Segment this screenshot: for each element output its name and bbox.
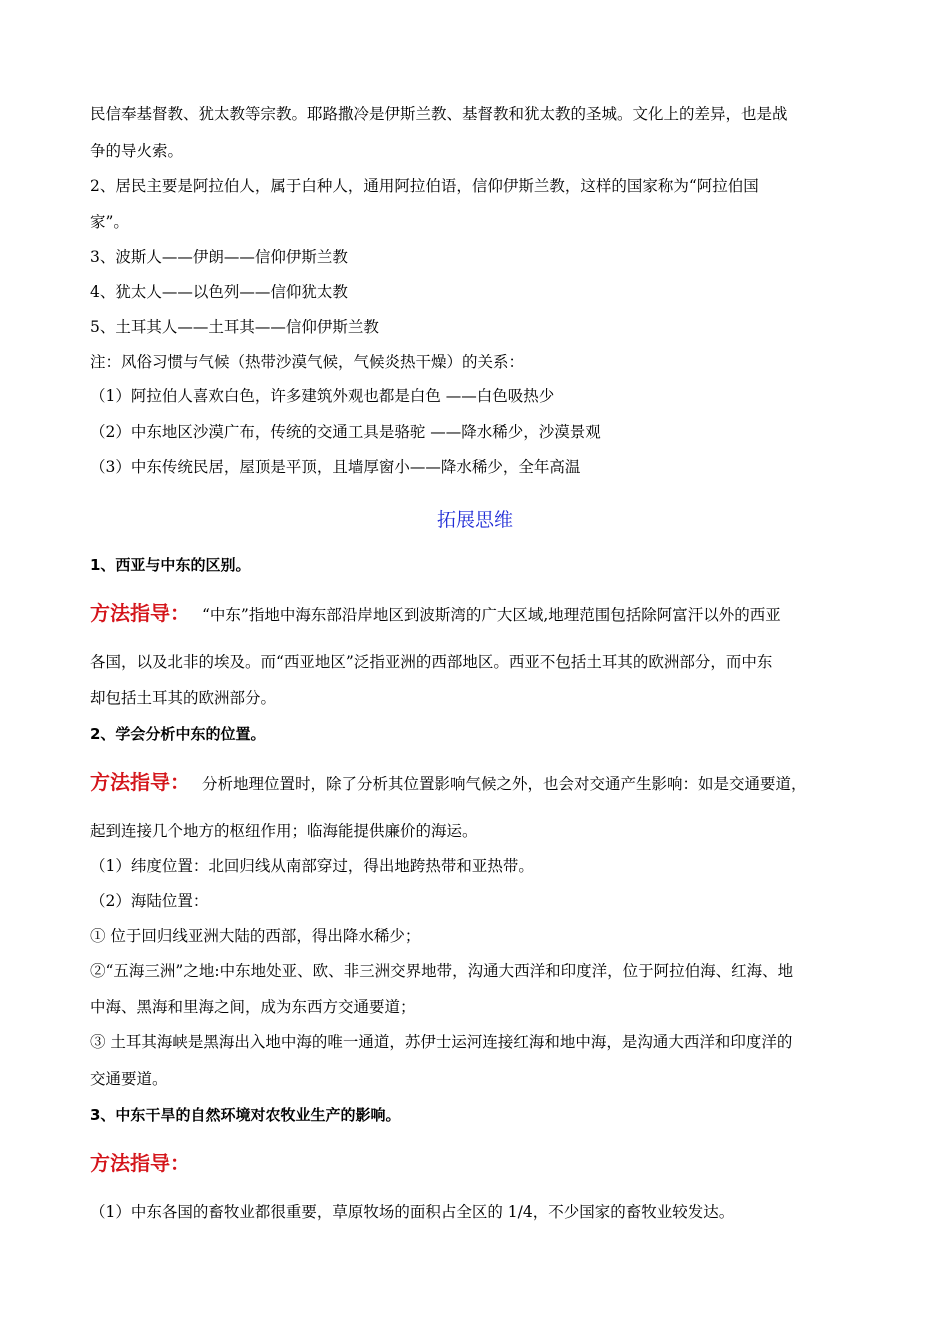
method-text: 分析地理位置时，除了分析其位置影响气候之外，也会对交通产生影响：如是交通要道， [202,775,807,793]
method-text: “中东”指地中海东部沿岸地区到波斯湾的广大区域,地理范围包括除阿富汗以外的西亚 [202,606,781,624]
text-line: ③ 土耳其海峡是黑海出入地中海的唯一通道，苏伊士运河连接红海和地中海，是沟通大西洋和印度洋的 [90,1033,793,1051]
text-line: 起到连接几个地方的枢纽作用；临海能提供廉价的海运。 [90,822,478,840]
method-label: 方法指导： [90,1151,190,1175]
text-line: 民信奉基督教、犹太教等宗教。耶路撒冷是伊斯兰教、基督教和犹太教的圣城。文化上的差异，也是战 [90,105,788,123]
question-title: 1、西亚与中东的区别。 [90,556,251,574]
method-label: 方法指导： [90,770,190,794]
text-line: 5、土耳其人——土耳其——信仰伊斯兰教 [90,318,379,336]
method-line [90,603,781,625]
text-line: 争的导火索。 [90,142,184,160]
text-line: 各国，以及北非的埃及。而“西亚地区”泛指亚洲的西部地区。西亚不包括土耳其的欧洲部分，而中东 [90,653,773,671]
text-line: ① 位于回归线亚洲大陆的西部，得出降水稀少； [90,927,421,945]
method-label: 方法指导： [90,601,190,625]
text-line: ②“五海三洲”之地:中东地处亚、欧、非三洲交界地带，沟通大西洋和印度洋，位于阿拉伯海、红海、地 [90,962,794,980]
method-line [90,1153,202,1175]
text-line: 却包括土耳其的欧洲部分。 [90,689,277,707]
text-line: 家”。 [90,213,129,231]
text-line: 4、犹太人——以色列——信仰犹太教 [90,283,348,301]
text-line: 交通要道。 [90,1070,168,1088]
text-line: （1）阿拉伯人喜欢白色，许多建筑外观也都是白色 ——白色吸热少 [90,387,555,405]
text-line: （3）中东传统民居，屋顶是平顶，且墙厚窗小——降水稀少，全年高温 [90,458,581,476]
text-line: （1）纬度位置：北回归线从南部穿过，得出地跨热带和亚热带。 [90,857,534,875]
text-line: （1）中东各国的畜牧业都很重要，草原牧场的面积占全区的 1/4，不少国家的畜牧业较发达。 [90,1203,735,1221]
question-title: 3、中东干旱的自然环境对农牧业生产的影响。 [90,1106,401,1124]
method-line [90,772,807,794]
text-line: 中海、黑海和里海之间，成为东西方交通要道； [90,998,416,1016]
note-line: 注：风俗习惯与气候（热带沙漠气候，气候炎热干燥）的关系： [90,353,525,371]
text-line: （2）中东地区沙漠广布，传统的交通工具是骆驼 ——降水稀少，沙漠景观 [90,423,601,441]
text-line: 2、居民主要是阿拉伯人，属于白种人，通用阿拉伯语，信仰伊斯兰教，这样的国家称为“阿拉伯国 [90,177,759,195]
text-line: （2）海陆位置： [90,892,209,910]
question-title: 2、学会分析中东的位置。 [90,725,266,743]
section-title: 拓展思维 [436,509,513,531]
text-line: 3、波斯人——伊朗——信仰伊斯兰教 [90,248,348,266]
